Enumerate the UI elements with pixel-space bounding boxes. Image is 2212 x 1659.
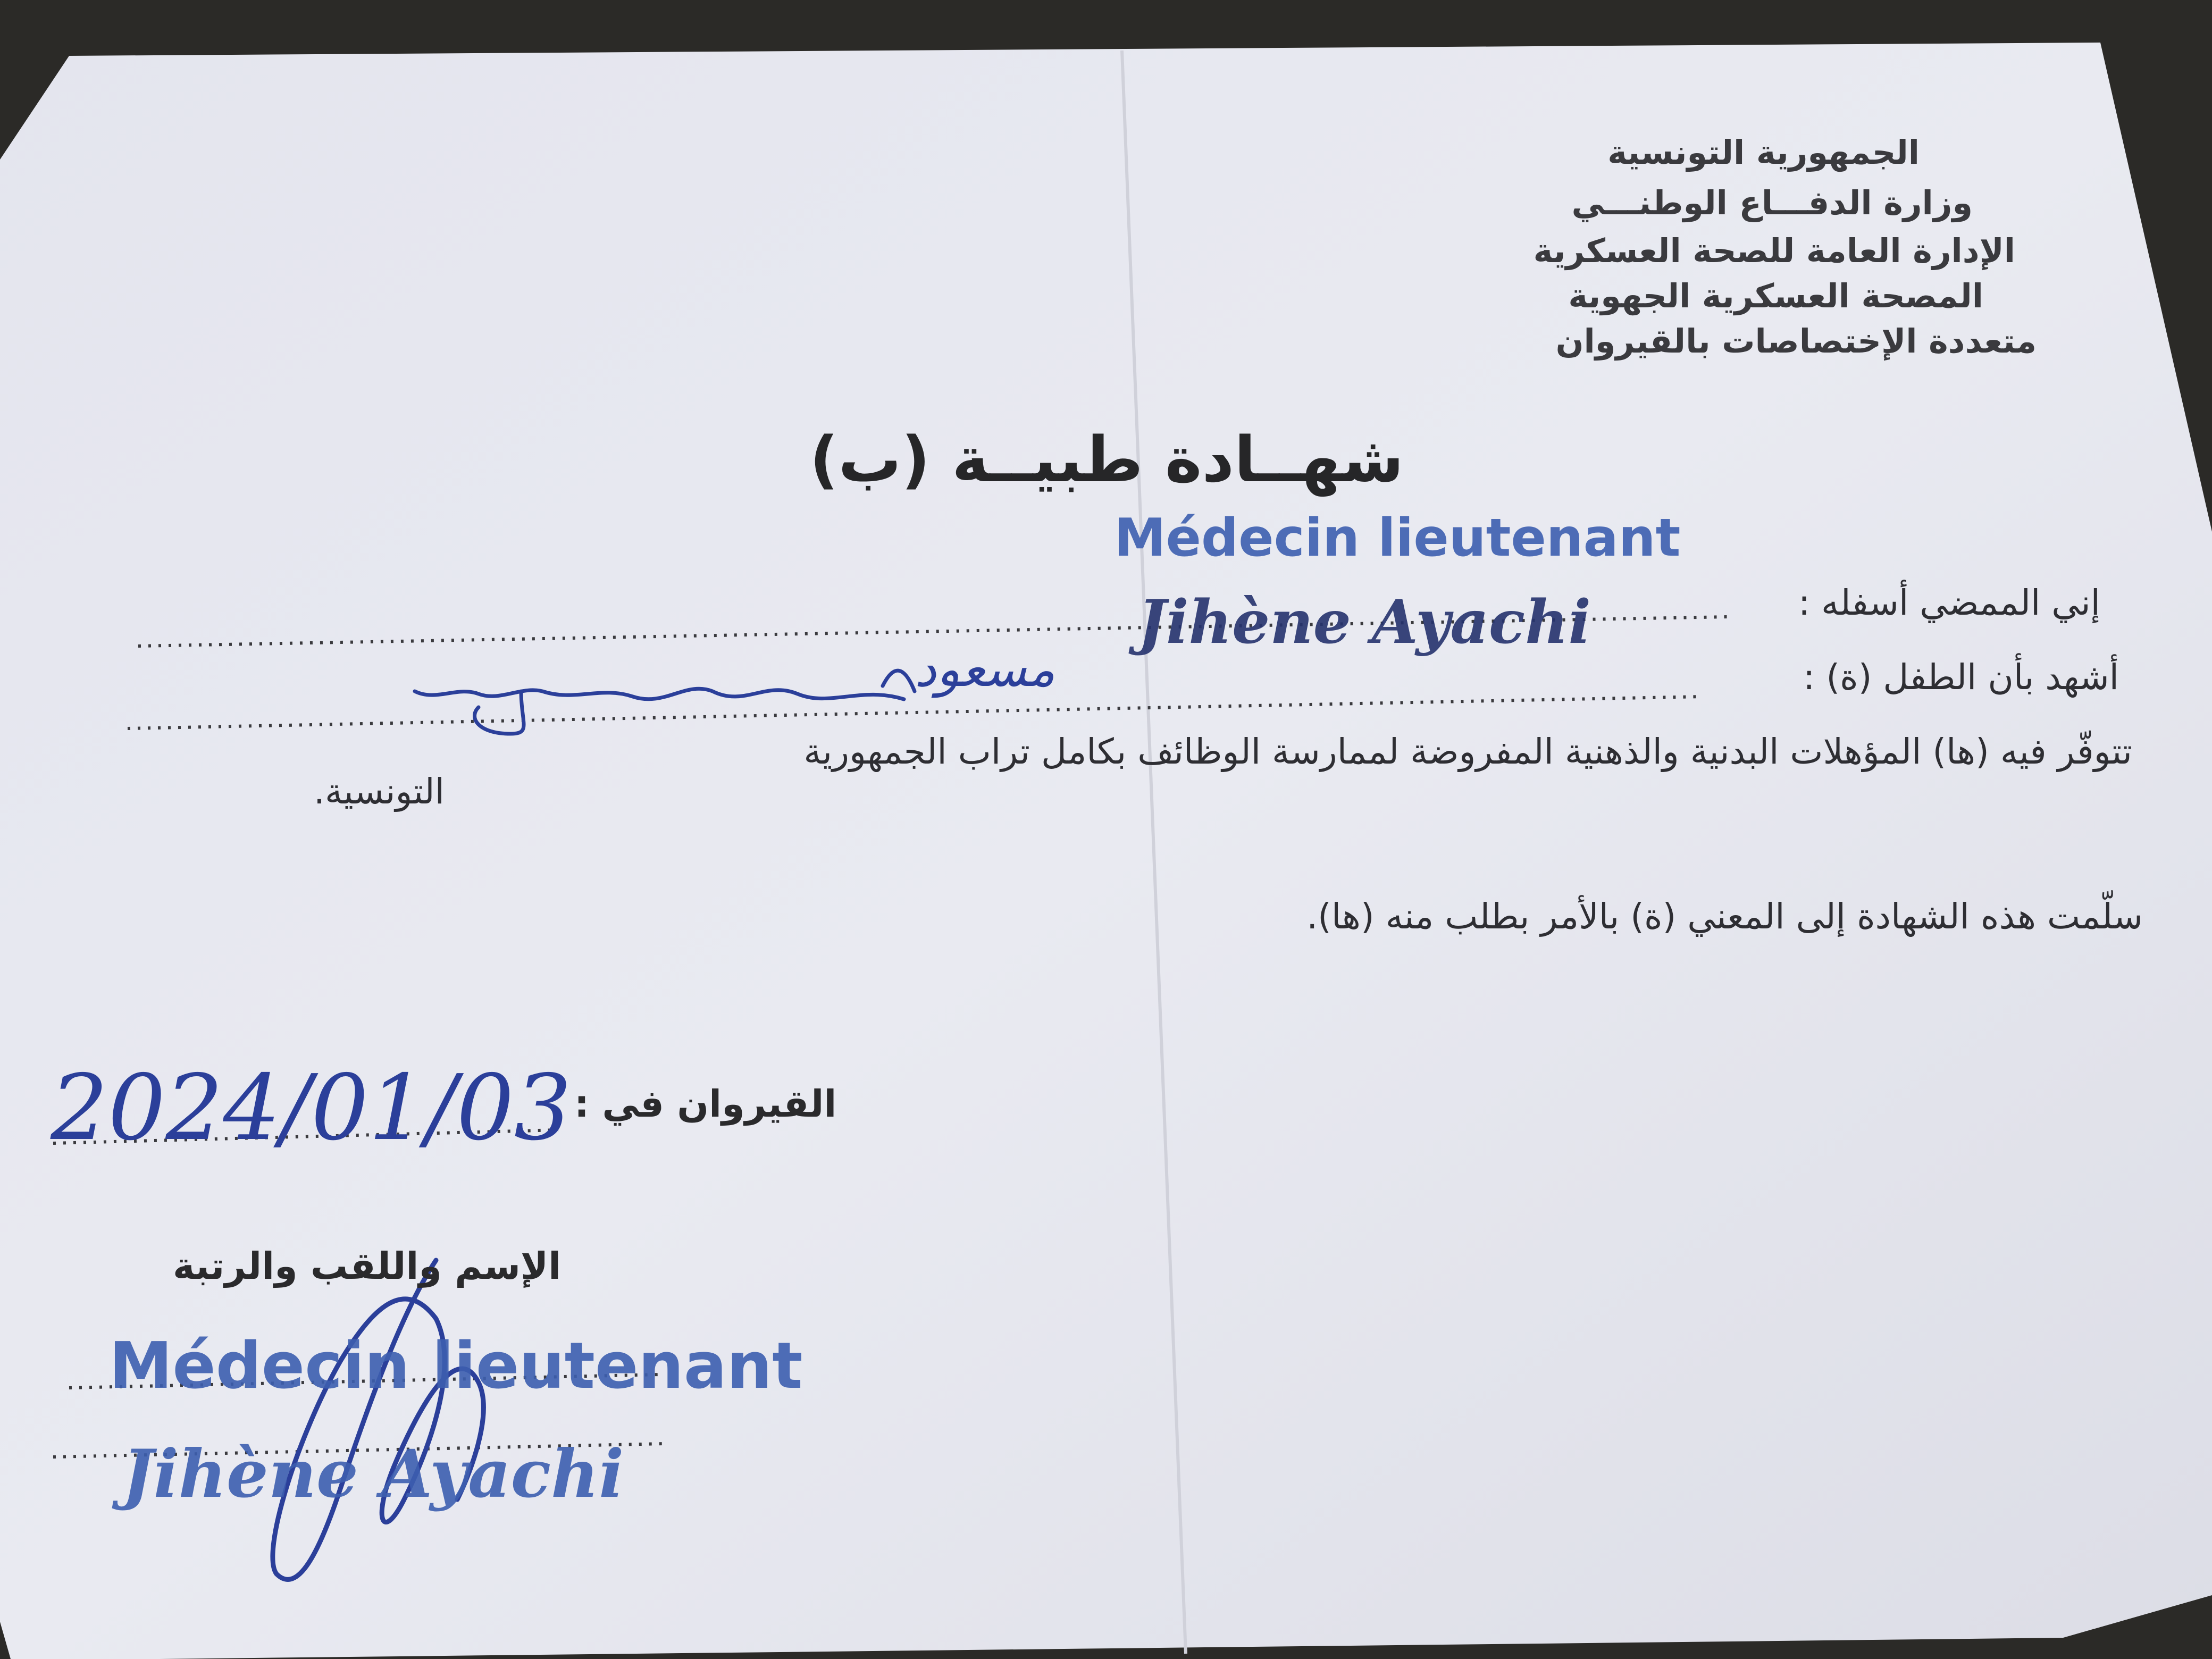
stamp-name-bottom: Jihène Ayachi: [122, 1436, 624, 1513]
qualification-line-1: تتوفّر فيه (ها) المؤهلات البدنية والذهنية المفروضة لممارسة الوظائف بكامل تراب الجمهورية: [803, 731, 2132, 772]
stamp-rank-top: Médecin lieutenant: [1114, 508, 1681, 568]
header-ministry: وزارة الدفـــاع الوطنـــي: [1571, 183, 1973, 222]
header-directorate: الإدارة العامة للصحة العسكرية: [1533, 231, 2015, 270]
date-handwritten: 2024/01/03: [51, 1055, 572, 1161]
qualification-line-2: التونسية.: [314, 771, 445, 812]
delivery-statement: سلّمت هذه الشهادة إلى المعني (ة) بالأمر بطلب منه (ها).: [1306, 896, 2143, 937]
header-hospital-city: متعددة الإختصاصات بالقيروان: [1555, 322, 2037, 361]
child-name-handwritten: مسعود: [915, 641, 1055, 698]
header-republic: الجمهورية التونسية: [1607, 133, 1920, 172]
stamp-name-top: Jihène Ayachi: [1138, 588, 1591, 657]
child-label: أشهد بأن الطفل (ة) :: [1803, 657, 2119, 698]
place-label: القيروان في :: [574, 1082, 837, 1126]
signer-label: إني الممضي أسفله :: [1798, 582, 2100, 623]
stamp-rank-bottom: Médecin lieutenant: [109, 1329, 803, 1403]
signature-label: الإسم واللقب والرتبة: [173, 1244, 562, 1288]
header-hospital: المصحة العسكرية الجهوية: [1568, 276, 1983, 315]
page-title: شهــادة طبيــة (ب): [809, 423, 1404, 496]
